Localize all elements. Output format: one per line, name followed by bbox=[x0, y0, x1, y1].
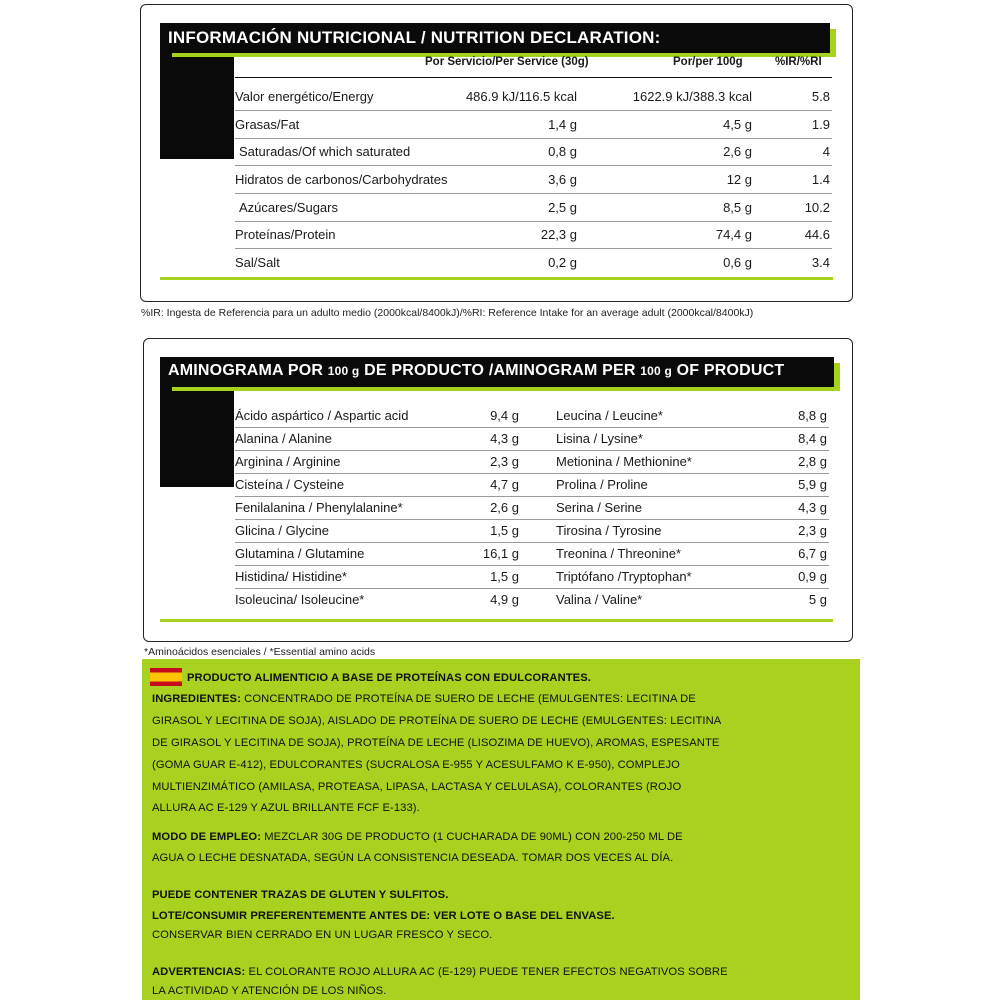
per100-value: 8,5 g bbox=[723, 200, 752, 215]
nutrition-panel bbox=[140, 4, 853, 302]
aminogram-title: AMINOGRAMA POR 100 g DE PRODUCTO /AMINOGRAM PER 100 g OF PRODUCT bbox=[168, 362, 785, 379]
amino-value: 2,3 g bbox=[798, 523, 827, 538]
amino-row bbox=[235, 543, 829, 566]
amino-value: 8,4 g bbox=[798, 431, 827, 446]
storage-info: CONSERVAR BIEN CERRADO EN UN LUGAR FRESCO Y SECO. bbox=[152, 929, 493, 941]
amino-value: 6,7 g bbox=[798, 546, 827, 561]
serving-value: 486.9 kJ/116.5 kcal bbox=[465, 89, 577, 104]
spain-flag-icon bbox=[150, 668, 182, 686]
amino-row bbox=[235, 451, 829, 474]
nutrient-label: Valor energético/Energy bbox=[235, 89, 374, 104]
nutrient-label: Azúcares/Sugars bbox=[239, 200, 338, 215]
nutrition-row bbox=[235, 249, 832, 277]
amino-row bbox=[235, 497, 829, 520]
amino-value: 0,9 g bbox=[798, 569, 827, 584]
serving-value: 3,6 g bbox=[548, 172, 577, 187]
amino-value: 1,5 g bbox=[490, 569, 519, 584]
amino-label: Valina / Valine* bbox=[556, 592, 643, 607]
ri-value: 1.9 bbox=[811, 117, 830, 132]
amino-label: Prolina / Proline bbox=[556, 477, 648, 492]
amino-label: Lisina / Lysine* bbox=[556, 431, 643, 446]
aminogram-panel bbox=[143, 338, 853, 642]
nutrient-label: Saturadas/Of which saturated bbox=[239, 144, 411, 159]
amino-label: Glicina / Glycine bbox=[235, 523, 329, 538]
ri-value: 10.2 bbox=[804, 200, 830, 215]
aminogram-title-bar bbox=[160, 357, 834, 391]
ingredients-line: INGREDIENTES: CONCENTRADO DE PROTEÍNA DE SUERO DE LECHE (EMULGENTES: LECITINA DE bbox=[152, 693, 696, 705]
ingredients-label: INGREDIENTES: bbox=[152, 693, 241, 705]
nutrient-label: Sal/Salt bbox=[235, 255, 280, 270]
header-per-100g: Por/per 100g bbox=[673, 56, 743, 68]
ri-value: 1.4 bbox=[811, 172, 830, 187]
serving-value: 1,4 g bbox=[548, 117, 577, 132]
nutrition-row bbox=[235, 166, 832, 194]
nutrition-row bbox=[235, 138, 832, 166]
nutrition-row bbox=[235, 221, 832, 249]
warnings-line: ADVERTENCIAS: EL COLORANTE ROJO ALLURA AC (E-129) PUEDE TENER EFECTOS NEGATIVOS SOBRE bbox=[152, 966, 728, 978]
amino-value: 4,7 g bbox=[490, 477, 519, 492]
amino-label: Histidina/ Histidine* bbox=[235, 569, 347, 584]
amino-row bbox=[235, 566, 829, 589]
warnings-label: ADVERTENCIAS: bbox=[152, 966, 246, 978]
amino-label: Fenilalanina / Phenylalanine* bbox=[235, 500, 403, 515]
amino-value: 5,9 g bbox=[798, 477, 827, 492]
nutrient-label: Hidratos de carbonos/Carbohydrates bbox=[235, 172, 448, 187]
ri-footnote: %IR: Ingesta de Referencia para un adulto medio (2000kcal/8400kJ)/%RI: Reference Intake for an average adult (2000kcal/8400kJ) bbox=[141, 307, 754, 319]
warnings-line: LA ACTIVIDAD Y ATENCIÓN DE LOS NIÑOS. bbox=[152, 985, 387, 997]
amino-value: 4,9 g bbox=[490, 592, 519, 607]
amino-label: Tirosina / Tyrosine bbox=[556, 523, 662, 538]
nutrient-label: Grasas/Fat bbox=[235, 117, 300, 132]
serving-value: 0,8 g bbox=[548, 144, 577, 159]
ingredients-line: DE GIRASOL Y LECITINA DE SOJA), PROTEÍNA DE LECHE (LISOZIMA DE HUEVO), AROMAS, ESPESANTE bbox=[152, 737, 720, 749]
amino-label: Leucina / Leucine* bbox=[556, 408, 663, 423]
lot-info: LOTE/CONSUMIR PREFERENTEMENTE ANTES DE: VER LOTE O BASE DEL ENVASE. bbox=[152, 910, 615, 922]
amino-value: 2,6 g bbox=[490, 500, 519, 515]
amino-value: 4,3 g bbox=[798, 500, 827, 515]
amino-value: 2,8 g bbox=[798, 454, 827, 469]
usage-line: MODO DE EMPLEO: MEZCLAR 30G DE PRODUCTO (1 CUCHARADA DE 90ML) CON 200-250 ML DE bbox=[152, 831, 683, 843]
ri-value: 4 bbox=[822, 144, 830, 159]
header-ri: %IR/%RI bbox=[775, 56, 822, 68]
usage-label: MODO DE EMPLEO: bbox=[152, 831, 262, 843]
amino-value: 16,1 g bbox=[482, 546, 519, 561]
nutrition-row bbox=[235, 111, 832, 139]
amino-value: 4,3 g bbox=[490, 431, 519, 446]
amino-label: Glutamina / Glutamine bbox=[235, 546, 365, 561]
usage-line: AGUA O LECHE DESNATADA, SEGÚN LA CONSISTENCIA DESEADA. TOMAR DOS VECES AL DÍA. bbox=[152, 852, 674, 864]
ingredients-line: MULTIENZIMÁTICO (AMILASA, PROTEASA, LIPASA, LACTASA Y CELULASA), COLORANTES (ROJO bbox=[152, 781, 682, 793]
ri-value: 44.6 bbox=[804, 227, 830, 242]
amino-row bbox=[235, 428, 829, 451]
per100-value: 0,6 g bbox=[723, 255, 752, 270]
amino-label: Isoleucina/ Isoleucine* bbox=[235, 592, 365, 607]
amino-value: 5 g bbox=[808, 592, 827, 607]
header-per-serving: Por Servicio/Per Service (30g) bbox=[425, 56, 589, 68]
amino-value: 8,8 g bbox=[798, 408, 827, 423]
amino-row bbox=[235, 589, 829, 612]
amino-row bbox=[235, 520, 829, 543]
amino-label: Alanina / Alanine bbox=[235, 431, 332, 446]
spanish-info-block bbox=[142, 659, 860, 1000]
serving-value: 2,5 g bbox=[548, 200, 577, 215]
amino-label: Serina / Serine bbox=[556, 500, 642, 515]
amino-label: Cisteína / Cysteine bbox=[235, 477, 345, 492]
ingredients-line: ALLURA AC E-129 Y AZUL BRILLANTE FCF E-133). bbox=[152, 802, 420, 814]
amino-value: 2,3 g bbox=[490, 454, 519, 469]
amino-label: Treonina / Threonine* bbox=[556, 546, 682, 561]
ri-value: 3.4 bbox=[811, 255, 830, 270]
traces-warning: PUEDE CONTENER TRAZAS DE GLUTEN Y SULFITOS. bbox=[152, 889, 449, 901]
amino-label: Triptófano /Tryptophan* bbox=[556, 569, 692, 584]
ingredients-line: GIRASOL Y LECITINA DE SOJA), AISLADO DE PROTEÍNA DE SUERO DE LECHE (EMULGENTES: LECITINA bbox=[152, 715, 722, 727]
per100-value: 4,5 g bbox=[723, 117, 752, 132]
amino-row bbox=[235, 405, 829, 428]
nutrition-row bbox=[235, 83, 832, 111]
nutrient-label: Proteínas/Protein bbox=[235, 227, 336, 242]
serving-value: 0,2 g bbox=[548, 255, 577, 270]
serving-value: 22,3 g bbox=[540, 227, 577, 242]
nutrition-title-bar bbox=[160, 23, 830, 57]
product-heading: PRODUCTO ALIMENTICIO A BASE DE PROTEÍNAS CON EDULCORANTES. bbox=[187, 672, 592, 684]
amino-row bbox=[235, 474, 829, 497]
aminogram-bottom-accent bbox=[160, 619, 833, 622]
amino-label: Metionina / Methionine* bbox=[556, 454, 692, 469]
ingredients-line: (GOMA GUAR E-412), EDULCORANTES (SUCRALOSA E-955 Y ACESULFAMO K E-950), COMPLEJO bbox=[152, 759, 680, 771]
per100-value: 74,4 g bbox=[715, 227, 752, 242]
nutrition-row bbox=[235, 194, 832, 222]
amino-footnote: *Aminoácidos esenciales / *Essential amino acids bbox=[144, 646, 376, 658]
nutrition-title: INFORMACIÓN NUTRICIONAL / NUTRITION DECLARATION: bbox=[168, 28, 661, 47]
amino-value: 9,4 g bbox=[490, 408, 519, 423]
per100-value: 2,6 g bbox=[723, 144, 752, 159]
amino-label: Ácido aspártico / Aspartic acid bbox=[235, 408, 409, 423]
amino-label: Arginina / Arginine bbox=[235, 454, 341, 469]
nutrition-bottom-accent bbox=[160, 277, 833, 280]
ri-value: 5.8 bbox=[811, 89, 830, 104]
per100-value: 12 g bbox=[726, 172, 752, 187]
per100-value: 1622.9 kJ/388.3 kcal bbox=[632, 89, 752, 104]
header-divider bbox=[235, 77, 832, 78]
amino-value: 1,5 g bbox=[490, 523, 519, 538]
